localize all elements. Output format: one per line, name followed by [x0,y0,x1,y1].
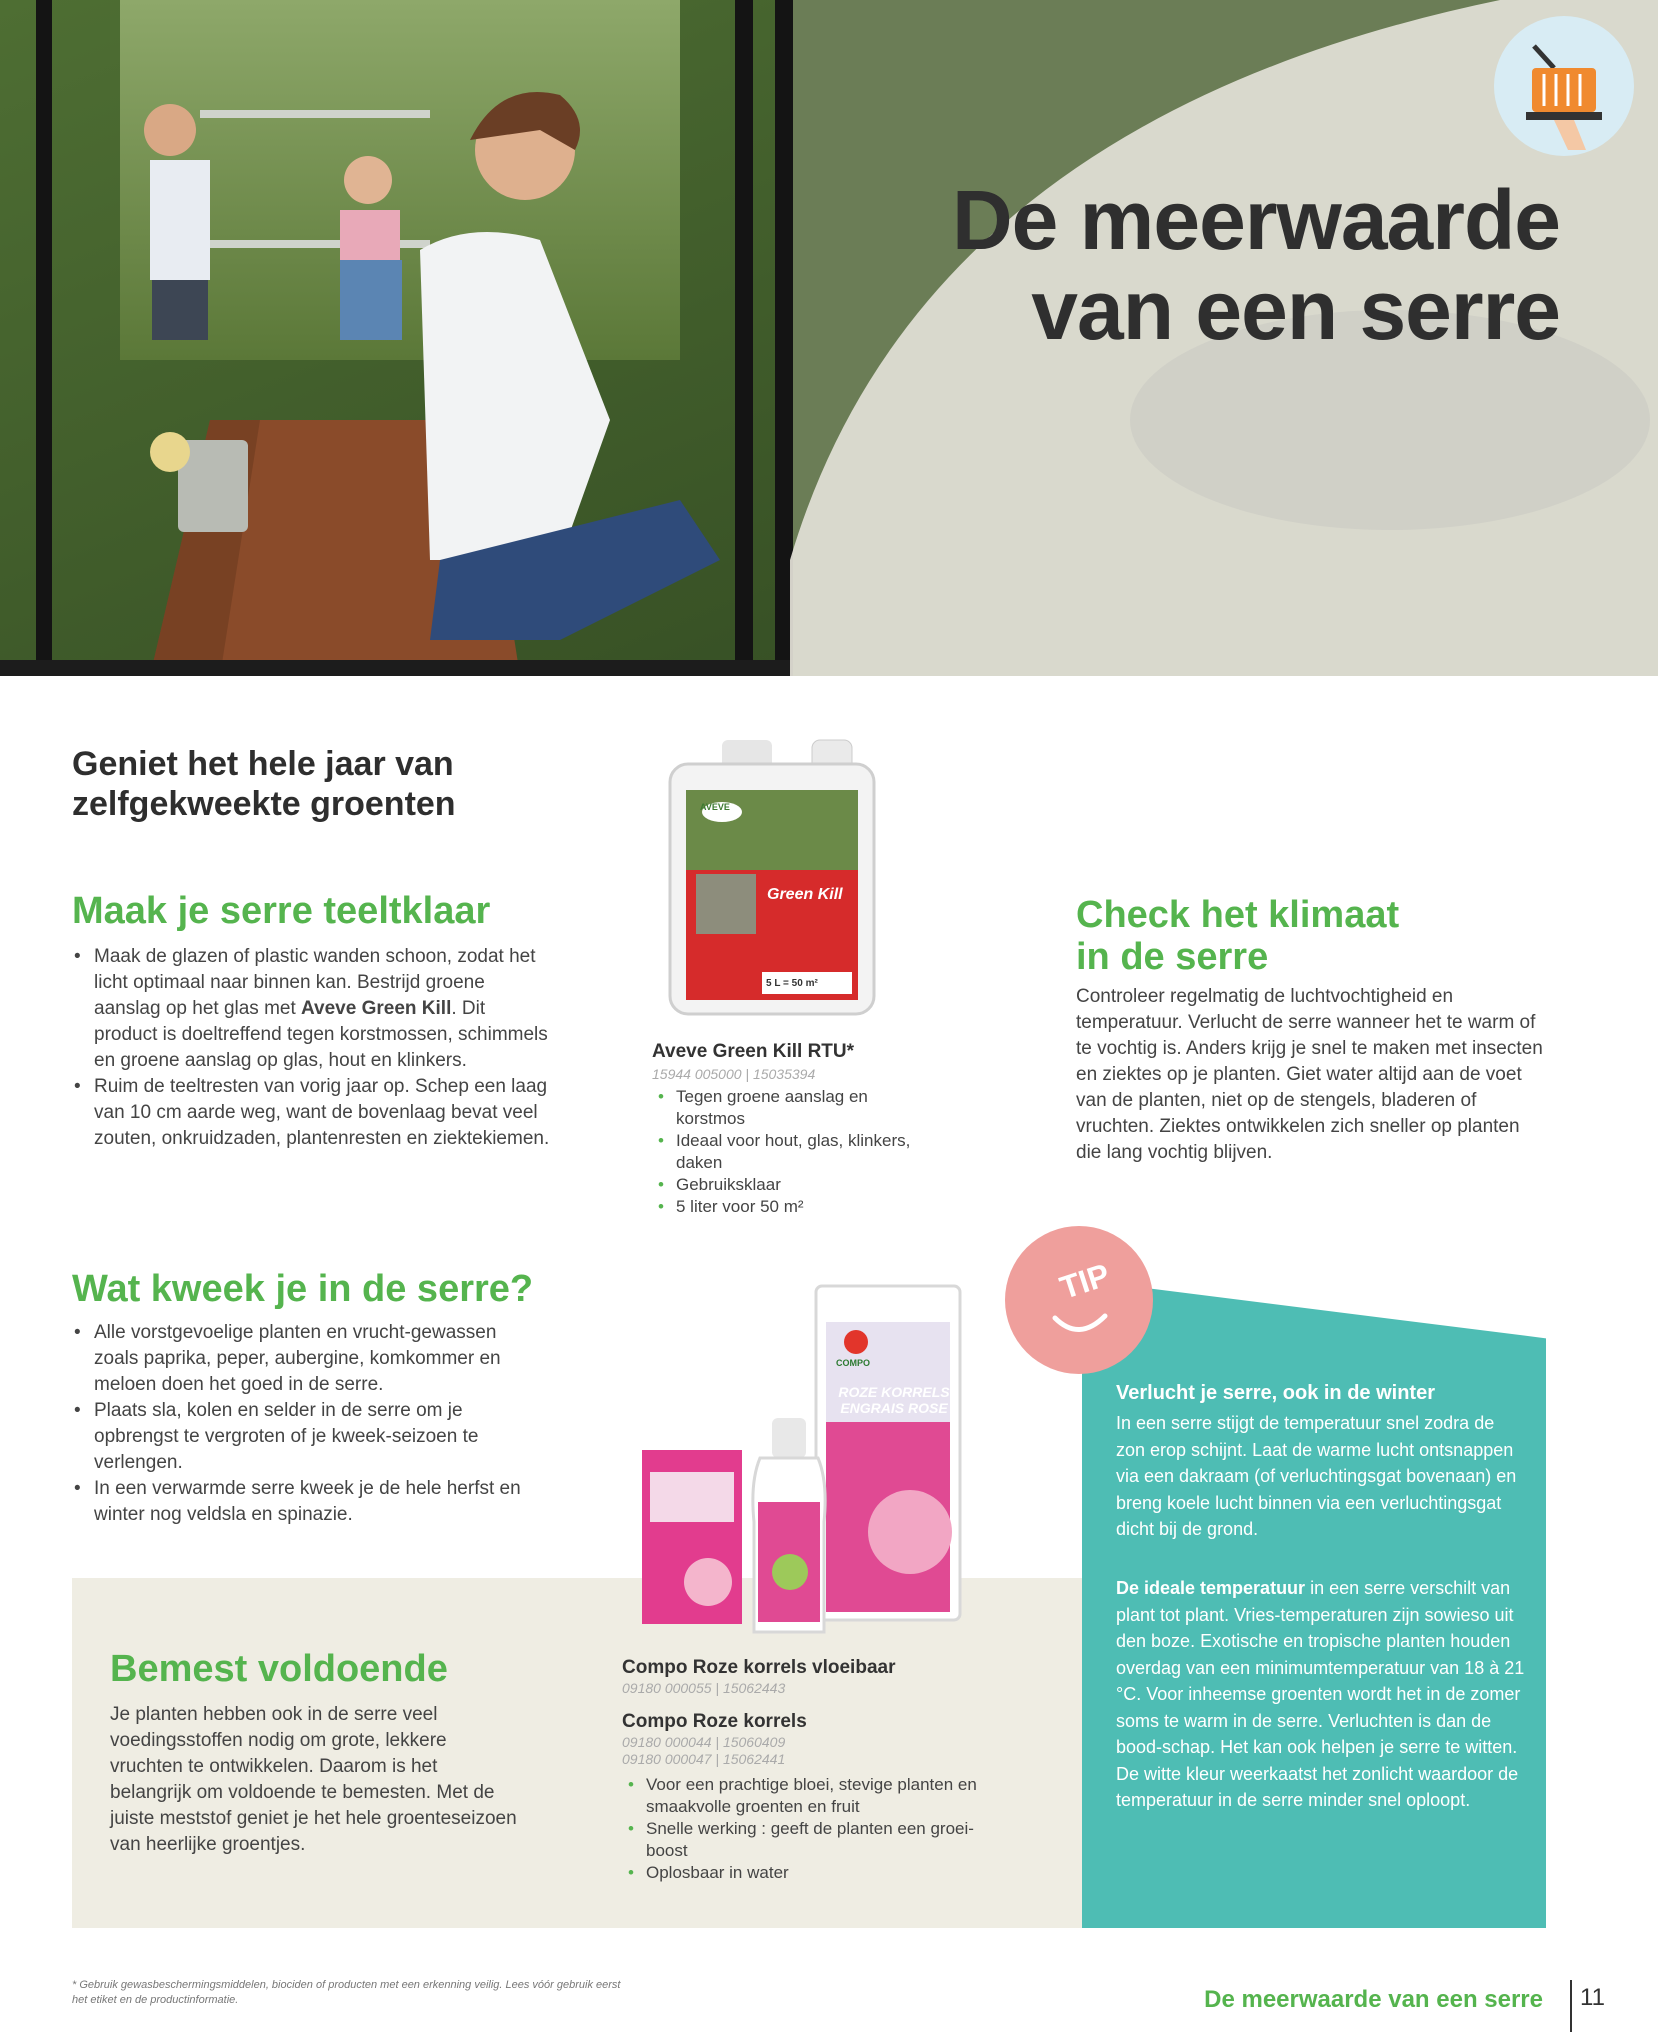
tip-bold-2: De ideale temperatuur [1116,1578,1306,1598]
list-item: • Ruim de teeltresten van vorig jaar op. Schep een laag van 10 cm aarde weg, want de bovenlaag bevat veel zouten, onkruidzaden, plantenresten en ziektekiemen. [72,1074,552,1152]
list-item: • Oplosbaar in water [622,1862,1002,1884]
compo-package-label [838,1384,950,1416]
smile-icon [1005,1310,1153,1350]
list-item: • Plaats sla, kolen en selder in de serre om je opbrengst te vergroten of je kweek-seizoen te verlengen. [72,1398,532,1476]
tip-text-2-body: in een serre verschilt van plant tot plant. Vries-temperaturen zijn sowieso uit den boze. Exotische en tropische planten houden overdag van een minimumtemperatuur van 18 à 21 °C. Voor inheemse groenten wordt het in de zomer soms te warm in de serre. Verluchten is dan de bood-schap. Het kan ook helpen je serre te witten. De witte kleur weerkaatst het zonlicht waardoor de temperatuur in de serre minder snel oploopt. [1116,1578,1525,1810]
tip-badge [1005,1226,1153,1374]
green-kill-code: 15944 005000 | 15035394 [652,1066,816,1082]
kweek-list [72,1320,532,1528]
title-line-2: van een serre [1031,263,1560,357]
klimaat-text: Controleer regelmatig de luchtvochtigheid en temperatuur. Verlucht de serre wanneer het te warm of te vochtig is. Anders krijg je snel te maken met insecten en ziektes op je planten. Giet water altijd aan de voet van de planten, niet op de stengels, bladeren of vruchten. Ziektes ontwikkelen zich sneller op planten die lang vochtig blijven. [1076,986,1543,1163]
tip-heading: Verlucht je serre, ook in de winter [1116,1382,1435,1404]
compo-name-2: Compo Roze korrels [622,1711,807,1732]
green-kill-label-name: Green Kill [767,886,843,903]
page-number: 11 [1580,1984,1605,2011]
bemest-heading: Bemest voldoende [110,1648,448,1690]
footnote: * Gebruik gewasbeschermingsmiddelen, biociden of producten met een erkenning veilig. Lees vóór gebruik eerst het etiket en de productinformatie. [72,1979,621,2006]
green-kill-product-image [662,734,882,1020]
list-item: • Snelle werking : geeft de planten een groei-boost [622,1818,1002,1862]
page-number-divider [1570,1980,1572,2032]
tip-text-2 [1116,1575,1526,1814]
basket-icon [1494,16,1634,156]
list-item: • Ideaal voor hout, glas, klinkers, daken [652,1130,912,1174]
klimaat-heading-line-1: Check het klimaat [1076,894,1400,936]
green-kill-name: Aveve Green Kill RTU* [652,1041,855,1062]
green-kill-features [652,1086,912,1218]
teeltklaar-heading: Maak je serre teeltklaar [72,890,491,932]
intro-heading: Geniet het hele jaar van zelfgekweekte groenten [72,745,456,823]
compo-code-2a: 09180 000044 | 15060409 [622,1734,786,1750]
compo-brand: COMPO [836,1358,871,1368]
compo-features [622,1774,1002,1884]
title-line-1: De meerwaarde [951,173,1560,267]
green-kill-label-brand: AVEVE [700,802,730,812]
list-item: • Maak de glazen of plastic wanden schoon, zodat het licht optimaal naar binnen kan. Bestrijd groene aanslag op het glas met Aveve Green Kill. Dit product is doeltreffend tegen korstmossen, schimmels en groene aanslag op glas, hout en klinkers. [72,944,552,1074]
tip-text-1: In een serre stijgt de temperatuur snel zodra de zon erop schijnt. Laat de warme lucht ontsnappen via een dakraam (of verluchtingsgat bovenaan) en breng koele lucht binnen via een verluchtingsgat dicht bij de grond. [1116,1413,1517,1539]
compo-name-1: Compo Roze korrels vloeibaar [622,1657,896,1678]
list-item: • Gebruiksklaar [652,1174,912,1196]
compo-package-label-2: ENGRAIS ROSE [840,1400,948,1416]
compo-code-2b: 09180 000047 | 15062441 [622,1751,786,1767]
list-item: • Alle vorstgevoelige planten en vrucht-gewassen zoals paprika, peper, aubergine, komkommer en meloen doen het goed in de serre. [72,1320,532,1398]
compo-package-label-1: ROZE KORRELS [838,1384,950,1400]
teeltklaar-list [72,944,552,1152]
list-item: • In een verwarmde serre kweek je de hele herfst en winter nog veldsla en spinazie. [72,1476,532,1528]
compo-products-image [640,1282,970,1652]
list-item: • 5 liter voor 50 m² [652,1196,912,1218]
list-item: • Voor een prachtige bloei, stevige planten en smaakvolle groenten en fruit [622,1774,1002,1818]
green-kill-label-volume: 5 L = 50 m² [766,978,818,989]
klimaat-heading [1076,894,1399,978]
compo-code-1: 09180 000055 | 15062443 [622,1680,786,1696]
list-item: • Tegen groene aanslag en korstmos [652,1086,912,1130]
page-title [760,175,1560,355]
tip-badge-label: TIP [1055,1256,1114,1306]
klimaat-heading-line-2: in de serre [1076,936,1269,978]
bemest-text: Je planten hebben ook in de serre veel voedingsstoffen nodig om grote, lekkere vruchten te ontwikkelen. Daarom is het belangrijk om voldoende te bemesten. Met de juiste meststof geniet je het hele groenteseizoen van heerlijke groentjes. [110,1704,517,1855]
kweek-heading: Wat kweek je in de serre? [72,1268,534,1310]
footer-section-title: De meerwaarde van een serre [1204,1986,1543,2013]
